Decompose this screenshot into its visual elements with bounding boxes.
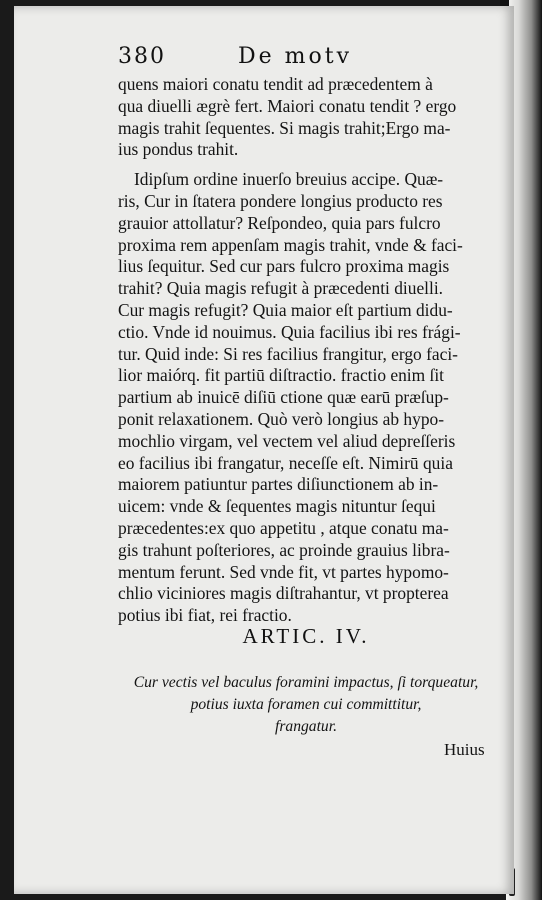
text-line: trahit? Quia magis refugit à præcedenti diuelli. <box>118 278 444 299</box>
text-line: ctio. Vnde id nouimus. Quia facilius ibi res frági- <box>118 321 461 342</box>
text-line: proxima rem appenſam magis trahit, vnde & faci- <box>118 234 463 255</box>
text-line: tur. Quid inde: Si res facilius frangitur, ergo faci- <box>118 343 458 364</box>
text-line: grauior attollatur? Reſpondeo, quia pars fulcro <box>118 212 441 233</box>
text-line: partium ab inuicē diſiū ctione quæ earū præſup- <box>118 387 449 408</box>
article-summary <box>120 672 492 738</box>
text-line: uicem: vnde & ſequentes magis nituntur ſequi <box>118 496 436 517</box>
text-line: Cur magis refugit? Quia maior eſt partium didu- <box>118 299 453 320</box>
text-line: ris, Cur in ſtatera pondere longius producto res <box>118 190 443 211</box>
text-line: Idipſum ordine inuerſo breuius accipe. Quæ- <box>134 169 444 190</box>
article-heading: ARTIC. IV. <box>242 624 370 648</box>
catchword: Huius <box>444 740 485 759</box>
text-line: ponit relaxationem. Quò verò longius ab hypo- <box>118 408 445 429</box>
text-line: mochlio virgam, vel vectem vel aliud depreſſeris <box>118 430 456 451</box>
summary-line: Cur vectis vel baculus foramini impactus, ſi torqueatur, <box>133 674 479 691</box>
running-head: De motv <box>238 44 353 69</box>
page-header <box>118 44 498 72</box>
text-line: gis trahunt poſteriores, ac proinde grauius libra- <box>118 539 450 560</box>
summary-line: frangatur. <box>275 718 337 735</box>
text-line: qua diuelli ægrè fert. Maiori conatu tendit ? ergo <box>118 95 457 116</box>
body-text <box>118 74 494 627</box>
text-line: præcedentes:ex quo appetitu , atque conatu ma- <box>118 517 449 538</box>
text-line: potius ibi fiat, rei fractio. <box>118 605 292 626</box>
text-line: quens maiori conatu tendit ad præcedentem à <box>118 74 433 94</box>
text-line: eo facilius ibi frangatur, neceſſe eſt. Nimirū quia <box>118 452 453 473</box>
text-line: lius ſequitur. Sed cur pars fulcro proxima magis <box>118 256 450 277</box>
text-line: mentum ferunt. Sed vnde fit, vt partes hypomo- <box>118 561 449 582</box>
text-line: magis trahit ſequentes. Si magis trahit;Ergo ma- <box>118 117 451 138</box>
text-line: lior maiórq. fit partiū diſtractio. fractio enim ſit <box>118 365 444 386</box>
text-line: chlio viciniores magis diſtrahantur, vt propterea <box>118 583 449 604</box>
text-line: maiorem patiuntur partes diſiunctionem ab in- <box>118 474 439 495</box>
summary-line: potius iuxta foramen cui committitur, <box>190 696 422 713</box>
text-line: ius pondus trahit. <box>118 139 239 160</box>
page-number: 380 <box>118 44 166 69</box>
